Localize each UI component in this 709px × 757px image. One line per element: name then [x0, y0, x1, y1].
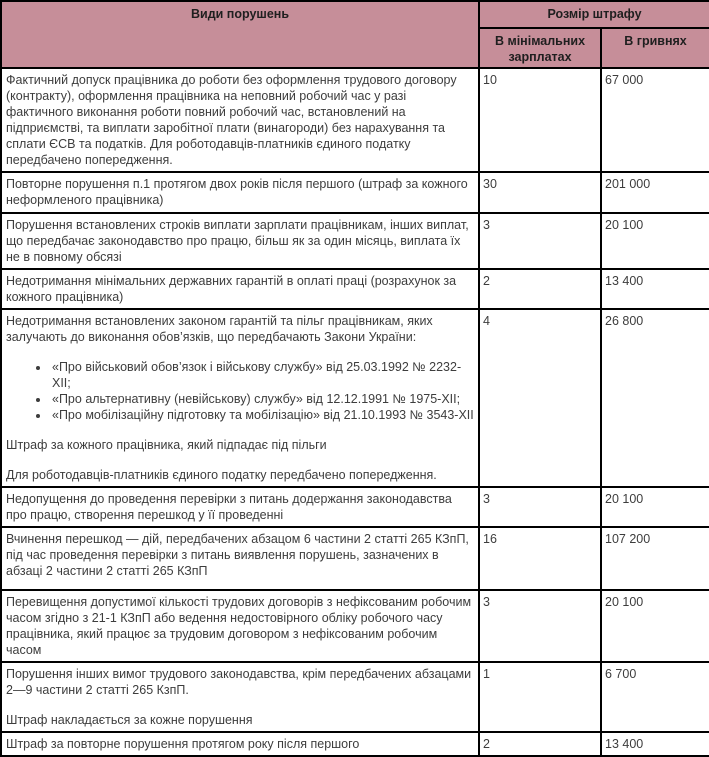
law-list: [6, 359, 474, 423]
table-row: [1, 213, 709, 269]
violation-cell: [1, 527, 479, 590]
column-header-violations: Види порушень: [1, 1, 479, 68]
table-row: [1, 269, 709, 309]
min-wage-value: 4: [479, 309, 601, 487]
uah-value: 201 000: [601, 172, 709, 213]
violation-text: Порушення інших вимог трудового законодавства, крім передбачених абзацами 2—9 частини 2 статті 265 КзпП.: [6, 667, 472, 697]
law-list-item: • «Про мобілізаційну підготовку та мобілізацію» від 21.10.1993 № 3543-XII: [50, 407, 474, 423]
violation-text: Вчинення перешкод — дій, передбачених абзацом 6 частини 2 статті 265 КЗпП, під час проведення перевірки з питань виявлення порушень, зазначених в абзаці 2 частини 2 статті 265 КЗпП: [6, 532, 469, 578]
min-wage-value: 16: [479, 527, 601, 590]
violation-text: Штраф за кожного працівника, який підпадає під пільги: [6, 438, 327, 452]
violation-text: Перевищення допустимої кількості трудових договорів з нефіксованим робочим часом згідно з 21-1 КЗпП або ведення недостовірного обліку робочого часу працівника, який працює за трудовим договором з нефіксованим робочим часом: [6, 595, 472, 657]
uah-value: 13 400: [601, 269, 709, 309]
uah-value: 67 000: [601, 68, 709, 172]
violation-cell: [1, 269, 479, 309]
min-wage-value: 3: [479, 213, 601, 269]
table-body: [1, 68, 709, 756]
violation-text: Для роботодавців-платників єдиного податку передбачено попередження.: [6, 468, 437, 482]
min-wage-value: 2: [479, 269, 601, 309]
min-wage-value: 2: [479, 732, 601, 756]
table-row: [1, 590, 709, 662]
min-wage-value: 3: [479, 590, 601, 662]
violation-text: Недопущення до проведення перевірки з питань додержання законодавства про працю, створення перешкод у її проведенні: [6, 492, 452, 522]
violation-cell: [1, 662, 479, 732]
table-row: [1, 309, 709, 487]
violation-text: Штраф за повторне порушення протягом року після першого: [6, 737, 360, 751]
table-row: [1, 68, 709, 172]
uah-value: 26 800: [601, 309, 709, 487]
uah-value: 107 200: [601, 527, 709, 590]
violation-text: Повторне порушення п.1 протягом двох років після першого (штраф за кожного неформленого працівника): [6, 177, 468, 207]
min-wage-value: 10: [479, 68, 601, 172]
uah-value: 20 100: [601, 590, 709, 662]
violation-text: Недотримання встановлених законом гарантій та пільг працівникам, яких залучають до виконання обов’язків, що передбачають Закони України:: [6, 314, 433, 344]
violation-text: Недотримання мінімальних державних гарантій в оплаті праці (розрахунок за кожного працівника): [6, 274, 457, 304]
violation-text: Порушення встановлених строків виплати зарплати працівникам, інших виплат, що передбачає законодавство про працю, більш як за один місяць, виплата їх не в повному обсязі: [6, 218, 469, 264]
header-row-top: [1, 1, 709, 28]
violation-cell: [1, 732, 479, 756]
uah-value: 20 100: [601, 487, 709, 527]
table-row: [1, 732, 709, 756]
column-header-hryvnias: В гривнях: [601, 28, 709, 68]
violation-cell: [1, 172, 479, 213]
violation-cell: [1, 68, 479, 172]
table-row: [1, 487, 709, 527]
uah-value: 20 100: [601, 213, 709, 269]
law-list-item: • «Про військовий обов’язок і військову службу» від 25.03.1992 № 2232-XII;: [50, 359, 474, 391]
min-wage-value: 1: [479, 662, 601, 732]
violation-cell: [1, 213, 479, 269]
column-header-min-wages: В мінімальних зарплатах: [479, 28, 601, 68]
violation-cell: [1, 487, 479, 527]
law-list-item: • «Про альтернативну (невійськову) службу» від 12.12.1991 № 1975-XII;: [50, 391, 474, 407]
table-row: [1, 662, 709, 732]
violation-cell: [1, 309, 479, 487]
violation-text: Фактичний допуск працівника до роботи без оформлення трудового договору (контракту), оформлення працівника на неповний робочий час у разі фактичного виконання роботи повний робочий час, встановлений на підприємстві, та виплати заробітної плати (винагороди) без нарахування та сплати ЄСВ та податків. Для роботодавців-платників єдиного податку передбачено попередження.: [6, 73, 457, 167]
violation-text: Штраф накладається за кожне порушення: [6, 713, 253, 727]
min-wage-value: 30: [479, 172, 601, 213]
uah-value: 6 700: [601, 662, 709, 732]
min-wage-value: 3: [479, 487, 601, 527]
uah-value: 13 400: [601, 732, 709, 756]
table-row: [1, 172, 709, 213]
table-header: [1, 1, 709, 68]
column-header-fine-size: Розмір штрафу: [479, 1, 709, 28]
violation-cell: [1, 590, 479, 662]
table-row: [1, 527, 709, 590]
